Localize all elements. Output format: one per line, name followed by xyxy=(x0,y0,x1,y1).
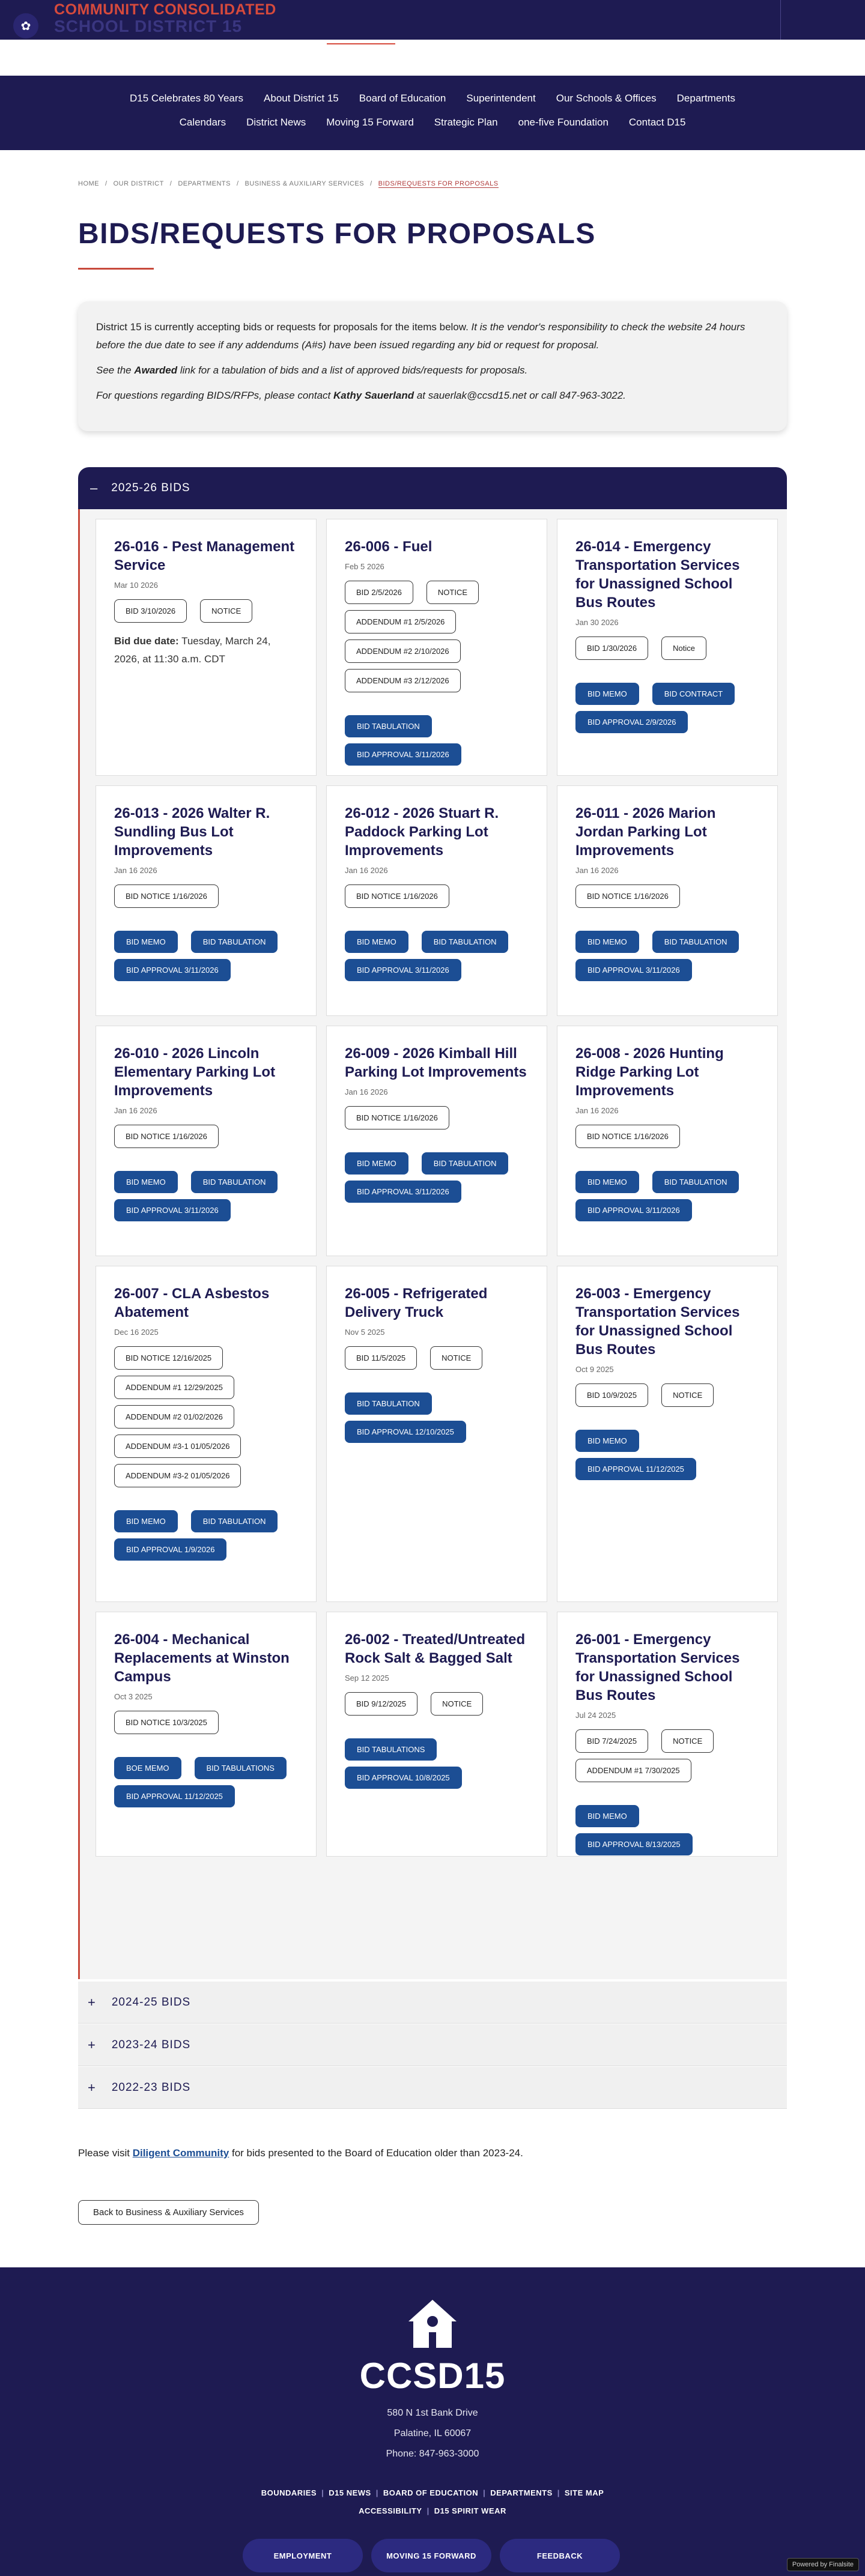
intro-text: at sauerlak@ccsd15.net or call 847-963-3022. xyxy=(414,390,626,401)
nav-link[interactable]: Strategic Plan xyxy=(434,116,498,128)
accordion-label: 2023-24 BIDS xyxy=(111,2038,191,2051)
intro-paragraph-1 xyxy=(96,318,769,354)
nav-link[interactable]: About District 15 xyxy=(264,92,339,104)
document-link-button[interactable]: ADDENDUM #3-1 01/05/2026 xyxy=(114,1435,241,1458)
page-title: BIDS/REQUESTS FOR PROPOSALS xyxy=(78,218,596,250)
document-button[interactable]: BID MEMO xyxy=(575,1430,639,1452)
document-button[interactable]: BID APPROVAL 11/12/2025 xyxy=(575,1458,696,1480)
bid-document-buttons xyxy=(345,1106,529,1203)
document-button[interactable]: BID APPROVAL 3/11/2026 xyxy=(575,1199,692,1221)
footer-links-row-1 xyxy=(0,2488,865,2497)
document-button[interactable]: BID MEMO xyxy=(345,931,408,953)
document-button[interactable]: BID APPROVAL 3/11/2026 xyxy=(114,1199,231,1221)
document-button[interactable]: BID APPROVAL 11/12/2025 xyxy=(114,1785,235,1807)
breadcrumb-item[interactable]: BUSINESS & AUXILIARY SERVICES xyxy=(244,180,365,187)
document-link-button[interactable]: BID NOTICE 10/3/2025 xyxy=(114,1711,219,1734)
nav-link[interactable]: Calendars xyxy=(179,116,226,128)
footer-pill-button[interactable]: FEEDBACK xyxy=(500,2539,620,2572)
accordion-label: 2022-23 BIDS xyxy=(111,2081,191,2094)
header-divider xyxy=(780,0,781,40)
bid-title: 26-011 - 2026 Marion Jordan Parking Lot Improvements xyxy=(575,805,716,859)
button-group-spacer xyxy=(345,1376,529,1386)
breadcrumb xyxy=(78,180,499,188)
bid-card xyxy=(326,1026,547,1256)
document-button[interactable]: BID APPROVAL 2/9/2026 xyxy=(575,711,688,733)
intro-text: link for a tabulation of bids and a list of approved bids/requests for proposals. xyxy=(177,364,528,376)
older-bids-note xyxy=(78,2147,523,2159)
link-separator: | xyxy=(483,2488,486,2497)
document-button[interactable]: BID APPROVAL 3/11/2026 xyxy=(575,959,692,981)
document-link-button[interactable]: BID 7/24/2025 xyxy=(575,1729,648,1753)
document-link-button[interactable]: BID 2/5/2026 xyxy=(345,581,413,604)
document-link-button[interactable]: ADDENDUM #3-2 01/05/2026 xyxy=(114,1464,241,1487)
document-link-button[interactable]: BID 9/12/2025 xyxy=(345,1692,417,1716)
button-group-spacer xyxy=(575,1154,759,1165)
document-button[interactable]: BID CONTRACT xyxy=(652,683,735,705)
bid-date: Jan 16 2026 xyxy=(114,1106,157,1115)
link-separator: | xyxy=(321,2488,324,2497)
bid-title: 26-002 - Treated/Untreated Rock Salt & Bagged Salt xyxy=(345,1631,526,1666)
bid-document-buttons xyxy=(575,1383,759,1480)
intro-text: For questions regarding BIDS/RFPs, please contact xyxy=(96,390,333,401)
nav-link[interactable]: Departments xyxy=(676,92,735,104)
bid-card xyxy=(557,1266,778,1602)
footer-district-name: CCSD15 xyxy=(359,2356,506,2396)
bid-document-buttons xyxy=(114,884,298,981)
main-nav xyxy=(0,76,865,150)
breadcrumb-item[interactable]: OUR DISTRICT xyxy=(113,180,164,187)
document-link-button[interactable]: BID NOTICE 1/16/2026 xyxy=(114,1125,219,1148)
document-button[interactable]: BID MEMO xyxy=(575,931,639,953)
document-button[interactable]: BID APPROVAL 8/13/2025 xyxy=(575,1833,693,1855)
button-group-spacer xyxy=(114,1740,298,1751)
contact-name: Kathy Sauerland xyxy=(333,390,414,401)
bid-document-buttons xyxy=(345,1692,529,1789)
document-link-button[interactable]: BID NOTICE 1/16/2026 xyxy=(345,884,449,908)
nav-link[interactable]: Board of Education xyxy=(359,92,446,104)
document-link-button[interactable]: BID NOTICE 1/16/2026 xyxy=(114,884,219,908)
bid-date: Jan 16 2026 xyxy=(575,1106,619,1115)
accordion-panel xyxy=(78,509,787,1979)
nav-link[interactable]: Moving 15 Forward xyxy=(326,116,414,128)
bid-date: Mar 10 2026 xyxy=(114,581,158,590)
document-button[interactable]: BID TABULATION xyxy=(345,715,432,737)
accordion-2023-24[interactable] xyxy=(78,2024,787,2066)
bid-title: 26-004 - Mechanical Replacements at Winston Campus xyxy=(114,1631,290,1685)
nav-link[interactable]: District News xyxy=(246,116,306,128)
intro-paragraph-3 xyxy=(96,387,769,405)
breadcrumb-item[interactable]: HOME xyxy=(78,180,99,187)
bid-title: 26-005 - Refrigerated Delivery Truck xyxy=(345,1286,488,1320)
bid-document-buttons xyxy=(114,599,298,623)
minus-icon: – xyxy=(90,480,99,495)
document-link-button[interactable]: BID NOTICE 1/16/2026 xyxy=(575,884,680,908)
top-header xyxy=(0,0,865,40)
bid-document-buttons xyxy=(345,1346,529,1443)
bid-date: Sep 12 2025 xyxy=(345,1673,389,1683)
bid-card xyxy=(96,1026,317,1256)
bid-card xyxy=(557,519,778,776)
bid-card xyxy=(326,785,547,1016)
bid-card xyxy=(96,785,317,1016)
nav-link[interactable]: Superintendent xyxy=(466,92,536,104)
document-button[interactable]: BID TABULATIONS xyxy=(195,1757,287,1779)
footer-pill-button[interactable]: EMPLOYMENT xyxy=(243,2539,363,2572)
footer-links-row-2 xyxy=(0,2506,865,2515)
awarded-text: Awarded xyxy=(134,364,178,376)
button-group-spacer xyxy=(114,914,298,925)
document-link-button[interactable]: NOTICE xyxy=(661,1383,714,1407)
link-separator: | xyxy=(426,2506,429,2515)
document-button[interactable]: BID APPROVAL 12/10/2025 xyxy=(345,1421,466,1443)
bid-card xyxy=(326,519,547,776)
document-link-button[interactable]: ADDENDUM #1 7/30/2025 xyxy=(575,1759,691,1782)
intro-text: District 15 is currently accepting bids or requests for proposals for the items below. xyxy=(96,321,469,333)
breadcrumb-separator: / xyxy=(370,180,372,187)
document-link-button[interactable]: BID NOTICE 12/16/2025 xyxy=(114,1346,223,1370)
button-group-spacer xyxy=(575,1788,759,1799)
breadcrumb-separator: / xyxy=(105,180,108,187)
title-underline xyxy=(78,268,154,270)
footer xyxy=(0,2267,865,2576)
bid-document-buttons xyxy=(114,1711,298,1807)
bid-date: Oct 9 2025 xyxy=(575,1365,614,1374)
document-button[interactable]: BID APPROVAL 1/9/2026 xyxy=(114,1538,226,1561)
document-button[interactable]: BID TABULATION xyxy=(191,1171,278,1193)
link-separator: | xyxy=(375,2488,378,2497)
bid-title: 26-006 - Fuel xyxy=(345,539,432,555)
bid-date: Jan 30 2026 xyxy=(575,618,619,627)
nav-row-1 xyxy=(0,92,865,104)
bid-card xyxy=(326,1612,547,1857)
bid-title: 26-003 - Emergency Transportation Services for Unassigned School Bus Routes xyxy=(575,1286,740,1358)
bid-date: Dec 16 2025 xyxy=(114,1328,159,1337)
breadcrumb-item[interactable]: BIDS/REQUESTS FOR PROPOSALS xyxy=(378,180,499,187)
document-button[interactable]: BID APPROVAL 3/11/2026 xyxy=(345,1181,461,1203)
document-button[interactable]: BID TABULATION xyxy=(191,1510,278,1532)
plus-icon: + xyxy=(88,2079,96,2095)
button-group-spacer xyxy=(345,698,529,709)
footer-phone: Phone: 847-963-3000 xyxy=(386,2449,479,2459)
document-link-button[interactable]: ADDENDUM #1 2/5/2026 xyxy=(345,610,456,633)
intro-italic-text: It is the vendor's responsibility to check the website 24 hours before the due date to see if any addendums (A#s) have been issued regarding any bid or request for proposal. xyxy=(96,321,745,351)
bid-card xyxy=(96,1266,317,1602)
document-button[interactable]: BID MEMO xyxy=(575,1171,639,1193)
document-link-button[interactable]: BID 11/5/2025 xyxy=(345,1346,417,1370)
footer-link[interactable]: BOUNDARIES xyxy=(261,2488,317,2497)
bid-card xyxy=(96,1612,317,1857)
footer-address-2: Palatine, IL 60067 xyxy=(393,2428,472,2438)
intro-text: See the xyxy=(96,364,135,376)
footer-address-1: 580 N 1st Bank Drive xyxy=(387,2408,478,2418)
link-separator: | xyxy=(557,2488,560,2497)
document-link-button[interactable]: BID NOTICE 1/16/2026 xyxy=(575,1125,680,1148)
bid-title: 26-016 - Pest Management Service xyxy=(114,539,295,573)
document-button[interactable]: BID TABULATION xyxy=(422,1152,509,1175)
button-group-spacer xyxy=(345,1722,529,1732)
nav-link[interactable]: Our Schools & Offices xyxy=(556,92,657,104)
footer-pill-buttons xyxy=(243,2539,620,2572)
document-button[interactable]: BID TABULATION xyxy=(191,931,278,953)
document-button[interactable]: BID TABULATION xyxy=(345,1392,432,1415)
document-link-button[interactable]: ADDENDUM #3 2/12/2026 xyxy=(345,669,461,692)
document-button[interactable]: BID APPROVAL 3/11/2026 xyxy=(345,959,461,981)
bid-date: Jan 16 2026 xyxy=(575,866,619,875)
document-button[interactable]: BID MEMO xyxy=(575,683,639,705)
plus-icon: + xyxy=(88,2037,96,2052)
breadcrumb-item[interactable]: DEPARTMENTS xyxy=(178,180,231,187)
bid-document-buttons xyxy=(345,581,529,766)
note-text: for bids presented to the Board of Education older than 2023-24. xyxy=(229,2147,523,2159)
accordion-2025-26[interactable] xyxy=(78,467,787,509)
district-name-line1[interactable]: COMMUNITY CONSOLIDATED xyxy=(54,1,276,18)
bid-date: Jan 16 2026 xyxy=(114,866,157,875)
back-button[interactable]: Back to Business & Auxiliary Services xyxy=(78,2200,259,2225)
bid-card xyxy=(326,1266,547,1602)
document-link-button[interactable]: NOTICE xyxy=(426,581,479,604)
nav-link[interactable]: one-five Foundation xyxy=(518,116,609,128)
document-button[interactable]: BID APPROVAL 3/11/2026 xyxy=(114,959,231,981)
button-group-spacer xyxy=(575,666,759,677)
bid-title: 26-001 - Emergency Transportation Services for Unassigned School Bus Routes xyxy=(575,1631,740,1704)
footer-link[interactable]: SITE MAP xyxy=(564,2488,604,2497)
button-group-spacer xyxy=(114,1493,298,1504)
document-link-button[interactable]: ADDENDUM #2 2/10/2026 xyxy=(345,639,461,663)
document-button[interactable]: BID APPROVAL 3/11/2026 xyxy=(345,743,461,766)
footer-pill-button[interactable]: MOVING 15 FORWARD xyxy=(371,2539,491,2572)
district-logo-icon[interactable]: ✿ xyxy=(13,13,38,38)
document-button[interactable]: BID APPROVAL 10/8/2025 xyxy=(345,1767,462,1789)
document-link-button[interactable]: NOTICE xyxy=(661,1729,714,1753)
diligent-community-link[interactable]: Diligent Community xyxy=(132,2147,229,2159)
active-indicator xyxy=(327,43,395,44)
bid-title: 26-012 - 2026 Stuart R. Paddock Parking Lot Improvements xyxy=(345,805,499,859)
due-text: Tuesday, March 24, 2026, at 11:30 a.m. CDT xyxy=(114,635,271,665)
bid-document-buttons xyxy=(575,884,759,981)
bid-document-buttons xyxy=(114,1346,298,1561)
note-text: Please visit xyxy=(78,2147,133,2159)
bid-date: Nov 5 2025 xyxy=(345,1328,385,1337)
intro-box xyxy=(78,301,787,431)
document-button[interactable]: BID TABULATION xyxy=(652,931,739,953)
footer-link[interactable]: D15 SPIRIT WEAR xyxy=(434,2506,506,2515)
bid-title: 26-008 - 2026 Hunting Ridge Parking Lot Improvements xyxy=(575,1045,724,1099)
bid-date: Jul 24 2025 xyxy=(575,1711,616,1720)
document-button[interactable]: BID MEMO xyxy=(575,1805,639,1827)
bid-title: 26-014 - Emergency Transportation Services for Unassigned School Bus Routes xyxy=(575,539,740,611)
button-group-spacer xyxy=(575,1413,759,1424)
document-button[interactable]: BID TABULATION xyxy=(652,1171,739,1193)
document-link-button[interactable]: NOTICE xyxy=(430,1346,482,1370)
schoolhouse-logo-icon[interactable] xyxy=(406,2297,459,2350)
button-group-spacer xyxy=(575,914,759,925)
bid-title: 26-013 - 2026 Walter R. Sundling Bus Lot Improvements xyxy=(114,805,270,859)
accordion-2024-25[interactable] xyxy=(78,1982,787,2024)
bid-due-date xyxy=(114,632,298,668)
bid-card xyxy=(96,519,317,776)
document-link-button[interactable]: BID NOTICE 1/16/2026 xyxy=(345,1106,449,1129)
footer-link[interactable]: BOARD OF EDUCATION xyxy=(383,2488,479,2497)
bid-date: Jan 16 2026 xyxy=(345,866,388,875)
plus-icon: + xyxy=(88,1994,96,2010)
bid-document-buttons xyxy=(114,1125,298,1221)
accordion-label: 2024-25 BIDS xyxy=(111,1995,191,2009)
nav-link[interactable]: D15 Celebrates 80 Years xyxy=(130,92,244,104)
bid-title: 26-010 - 2026 Lincoln Elementary Parking Lot Improvements xyxy=(114,1045,276,1099)
bid-date: Jan 16 2026 xyxy=(345,1087,388,1096)
document-link-button[interactable]: ADDENDUM #1 12/29/2025 xyxy=(114,1376,234,1399)
document-link-button[interactable]: BID 10/9/2025 xyxy=(575,1383,648,1407)
document-button[interactable]: BID MEMO xyxy=(114,1171,178,1193)
button-group-spacer xyxy=(114,1154,298,1165)
document-button[interactable]: BID TABULATIONS xyxy=(345,1738,437,1761)
footer-link[interactable]: DEPARTMENTS xyxy=(490,2488,553,2497)
bid-title: 26-007 - CLA Asbestos Abatement xyxy=(114,1286,270,1320)
bid-card xyxy=(557,1026,778,1256)
document-link-button[interactable]: NOTICE xyxy=(200,599,252,623)
breadcrumb-separator: / xyxy=(169,180,172,187)
document-button[interactable]: BID TABULATION xyxy=(422,931,509,953)
bid-document-buttons xyxy=(575,1125,759,1221)
document-button[interactable]: BOE MEMO xyxy=(114,1757,181,1779)
bid-document-buttons xyxy=(575,1729,759,1855)
document-link-button[interactable]: BID 1/30/2026 xyxy=(575,636,648,660)
document-button[interactable]: BID MEMO xyxy=(114,931,178,953)
bid-document-buttons xyxy=(345,884,529,981)
bid-card xyxy=(557,1612,778,1857)
document-link-button[interactable]: ADDENDUM #2 01/02/2026 xyxy=(114,1405,234,1429)
intro-paragraph-2 xyxy=(96,361,769,379)
nav-link[interactable]: Contact D15 xyxy=(628,116,686,128)
bid-date: Feb 5 2026 xyxy=(345,562,384,571)
nav-row-2 xyxy=(0,116,865,128)
finalsite-badge[interactable]: Powered by Finalsite xyxy=(787,2558,859,2571)
bid-title: 26-009 - 2026 Kimball Hill Parking Lot Improvements xyxy=(345,1045,527,1080)
document-link-button[interactable]: NOTICE xyxy=(431,1692,483,1716)
accordion-2022-23[interactable] xyxy=(78,2067,787,2109)
document-link-button[interactable]: BID 3/10/2026 xyxy=(114,599,187,623)
district-name-line2[interactable]: SCHOOL DISTRICT 15 xyxy=(54,17,243,35)
button-group-spacer xyxy=(345,1135,529,1146)
document-button[interactable]: BID MEMO xyxy=(114,1510,178,1532)
accordion-label: 2025-26 BIDS xyxy=(111,482,190,494)
document-button[interactable]: BID MEMO xyxy=(345,1152,408,1175)
document-link-button[interactable]: Notice xyxy=(661,636,706,660)
bid-card xyxy=(557,785,778,1016)
bid-document-buttons xyxy=(575,636,759,733)
footer-link[interactable]: ACCESSIBILITY xyxy=(359,2506,422,2515)
footer-link[interactable]: D15 NEWS xyxy=(329,2488,371,2497)
bid-date: Oct 3 2025 xyxy=(114,1692,153,1701)
bid-card-grid xyxy=(96,519,780,1857)
button-group-spacer xyxy=(345,914,529,925)
due-label: Bid due date: xyxy=(114,635,179,647)
breadcrumb-separator: / xyxy=(236,180,239,187)
